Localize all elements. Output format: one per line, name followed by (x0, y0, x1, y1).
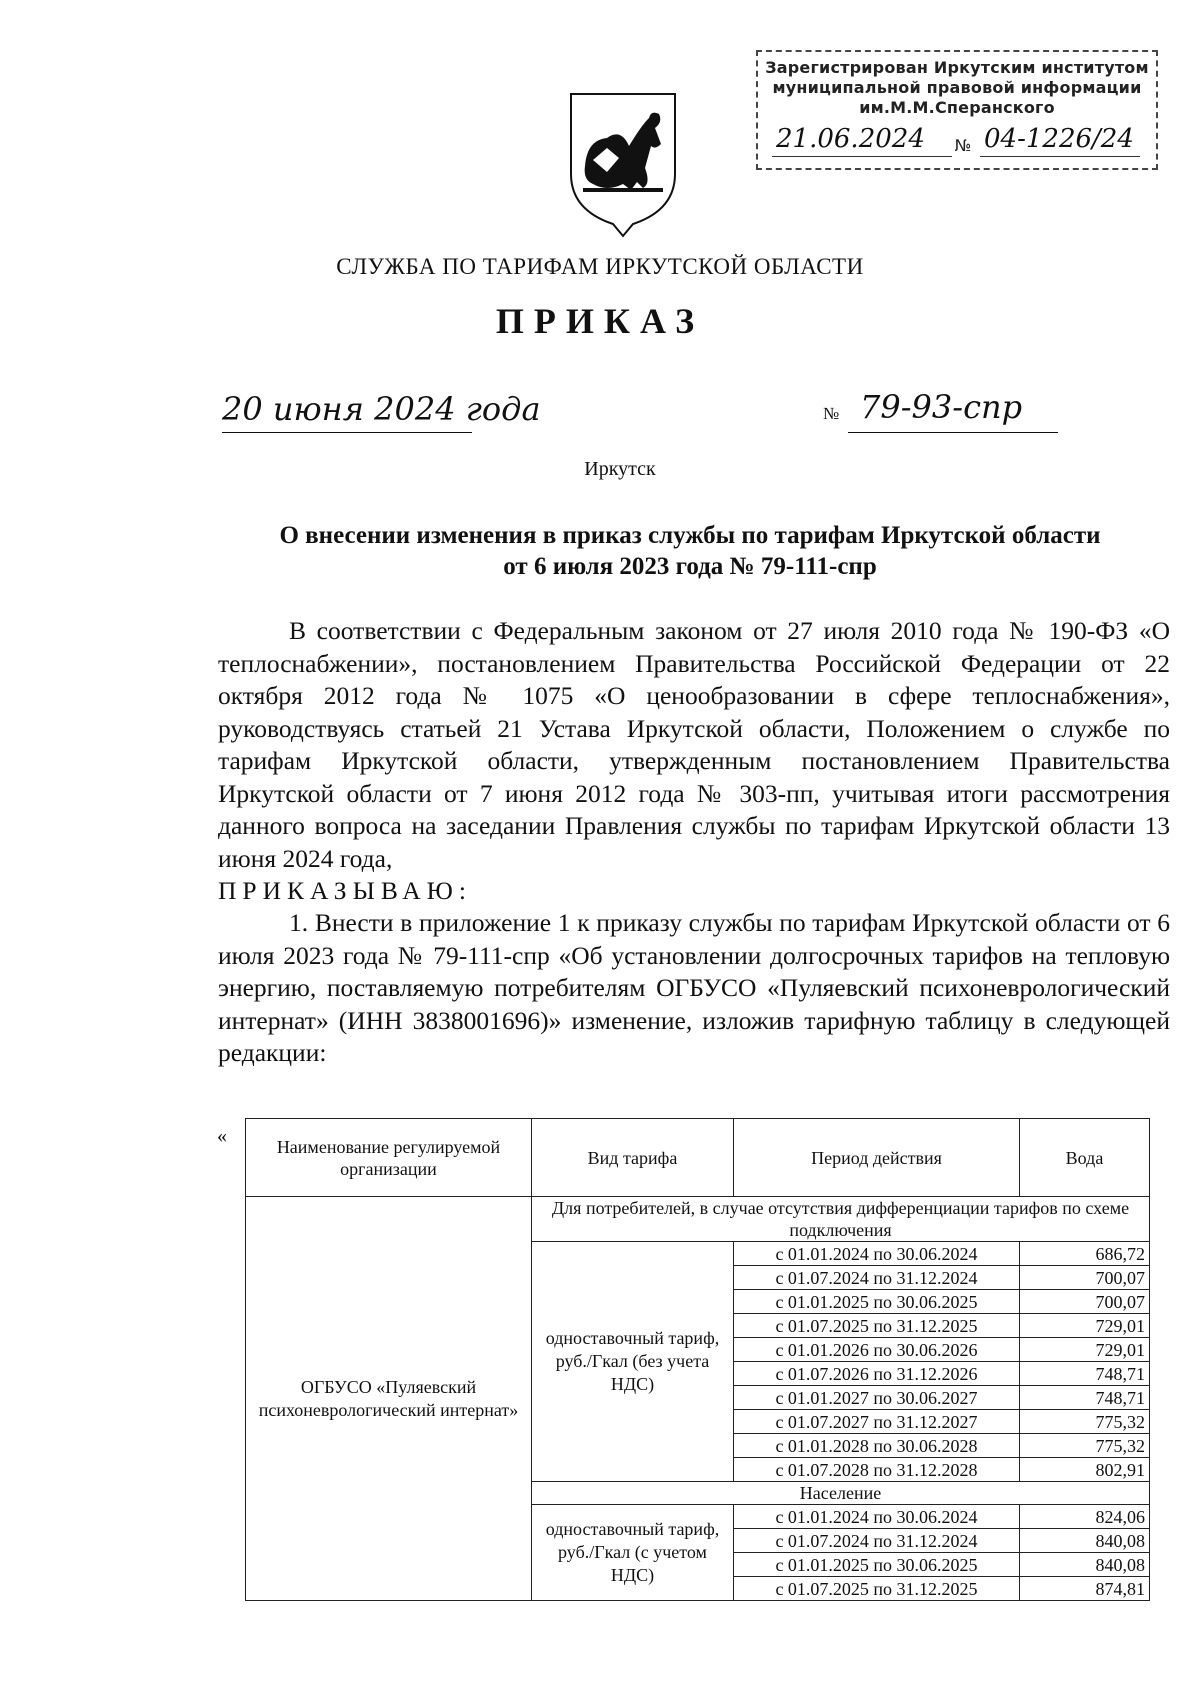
water-tariff-value: 748,71 (1020, 1362, 1150, 1386)
stamp-number-underline (980, 156, 1140, 157)
water-tariff-value: 729,01 (1020, 1314, 1150, 1338)
preamble-paragraph: В соответствии с Федеральным законом от 27 июля 2010 года № 190-ФЗ «О теплоснабжении», постановлением Правительства Российской Федерации от 22 октября 2012 года № 1075 «О ценообразовании в сфере теплоснабжения», руководствуясь статьей 21 Устава Иркутской области, Положением о службе по тарифам Иркутской области, утвержденным постановлением Правительства Иркутской области от 7 июня 2012 года № 303-пп, учитывая итоги рассмотрения данного вопроса на заседании Правления службы по тарифам Иркутской области 13 июня 2024 года, (218, 616, 1170, 873)
opening-quote: « (217, 1125, 227, 1147)
water-tariff-value: 686,72 (1020, 1242, 1150, 1266)
header-tariff-type: Вид тарифа (532, 1119, 734, 1197)
date-underline (222, 432, 472, 433)
water-tariff-value: 700,07 (1020, 1266, 1150, 1290)
period-cell: с 01.01.2027 по 30.06.2027 (734, 1386, 1020, 1410)
group-title-consumers: Для потребителей, в случае отсутствия дифференциации тарифов по схеме подключения (532, 1197, 1150, 1242)
period-cell: с 01.01.2026 по 30.06.2026 (734, 1338, 1020, 1362)
stamp-line-1: Зарегистрирован Иркутским институтом (765, 58, 1149, 77)
stamp-date-underline (772, 156, 952, 157)
tariff-table (245, 1118, 1150, 1601)
period-cell: с 01.01.2024 по 30.06.2024 (734, 1242, 1020, 1266)
stamp-registration-date: 21.06.2024 (776, 124, 925, 154)
water-tariff-value: 775,32 (1020, 1434, 1150, 1458)
water-tariff-value: 840,08 (1020, 1553, 1150, 1577)
water-tariff-value: 802,91 (1020, 1458, 1150, 1482)
number-underline (848, 432, 1058, 433)
water-tariff-value: 824,06 (1020, 1505, 1150, 1529)
organization-name-cell: ОГБУСО «Пуляевский психоневрологический интернат» (246, 1197, 532, 1601)
header-organization: Наименование регулируемой организации (246, 1119, 532, 1197)
clause-1-paragraph: 1. Внести в приложение 1 к приказу службы по тарифам Иркутской области от 6 июля 2023 года № 79-111-спр «Об установлении долгосрочных тарифов на тепловую энергию, поставляемую потребителям ОГБУСО «Пуляевский психоневрологический интернат» (ИНН 3838001696)» изменение, изложив тарифную таблицу в следующей редакции: (218, 908, 1170, 1067)
period-cell: с 01.01.2028 по 30.06.2028 (734, 1434, 1020, 1458)
tariff-type-cell-incl-vat: одноставочный тариф, руб./Гкал (с учетом НДС) (532, 1505, 734, 1601)
order-number: 79-93-спр (860, 388, 1023, 426)
tariff-type-cell-excl-vat: одноставочный тариф, руб./Гкал (без учета НДС) (532, 1242, 734, 1482)
subject-line-2: от 6 июля 2023 года № 79-111-спр (503, 553, 877, 580)
city-name: Иркутск (584, 458, 656, 480)
water-tariff-value: 874,81 (1020, 1577, 1150, 1601)
period-cell: с 01.07.2024 по 31.12.2024 (734, 1266, 1020, 1290)
order-subject (210, 520, 1170, 582)
water-tariff-value: 840,08 (1020, 1529, 1150, 1553)
header-water: Вода (1020, 1119, 1150, 1197)
stamp-line-2: муниципальной правовой информации (772, 78, 1142, 97)
period-cell: с 01.01.2025 по 30.06.2025 (734, 1553, 1020, 1577)
period-cell: с 01.01.2025 по 30.06.2025 (734, 1290, 1020, 1314)
period-cell: с 01.07.2027 по 31.12.2027 (734, 1410, 1020, 1434)
table-header-row (246, 1119, 1150, 1197)
order-word: ПРИКАЗЫВАЮ: (218, 876, 472, 905)
table-row (246, 1197, 1150, 1242)
period-cell: с 01.07.2026 по 31.12.2026 (734, 1362, 1020, 1386)
water-tariff-value: 700,07 (1020, 1290, 1150, 1314)
period-cell: с 01.07.2024 по 31.12.2024 (734, 1529, 1020, 1553)
stamp-number-sign: № (954, 136, 972, 155)
subject-line-1: О внесении изменения в приказ службы по тарифам Иркутской области (279, 522, 1101, 549)
header-period: Период действия (734, 1119, 1020, 1197)
period-cell: с 01.07.2028 по 31.12.2028 (734, 1458, 1020, 1482)
period-cell: с 01.01.2024 по 30.06.2024 (734, 1505, 1020, 1529)
water-tariff-value: 729,01 (1020, 1338, 1150, 1362)
stamp-line-3: им.М.М.Сперанского (859, 98, 1055, 117)
stamp-registration-number: 04-1226/24 (984, 124, 1134, 154)
period-cell: с 01.07.2025 по 31.12.2025 (734, 1314, 1020, 1338)
agency-name: СЛУЖБА ПО ТАРИФАМ ИРКУТСКОЙ ОБЛАСТИ (336, 254, 864, 279)
group-title-population: Население (532, 1482, 1150, 1505)
coat-of-arms-icon (563, 88, 683, 238)
order-number-sign: № (823, 404, 840, 423)
registration-stamp (756, 50, 1158, 170)
water-tariff-value: 775,32 (1020, 1410, 1150, 1434)
period-cell: с 01.07.2025 по 31.12.2025 (734, 1577, 1020, 1601)
order-date: 20 июня 2024 года (222, 390, 541, 428)
water-tariff-value: 748,71 (1020, 1386, 1150, 1410)
document-type-title: ПРИКАЗ (495, 301, 705, 341)
